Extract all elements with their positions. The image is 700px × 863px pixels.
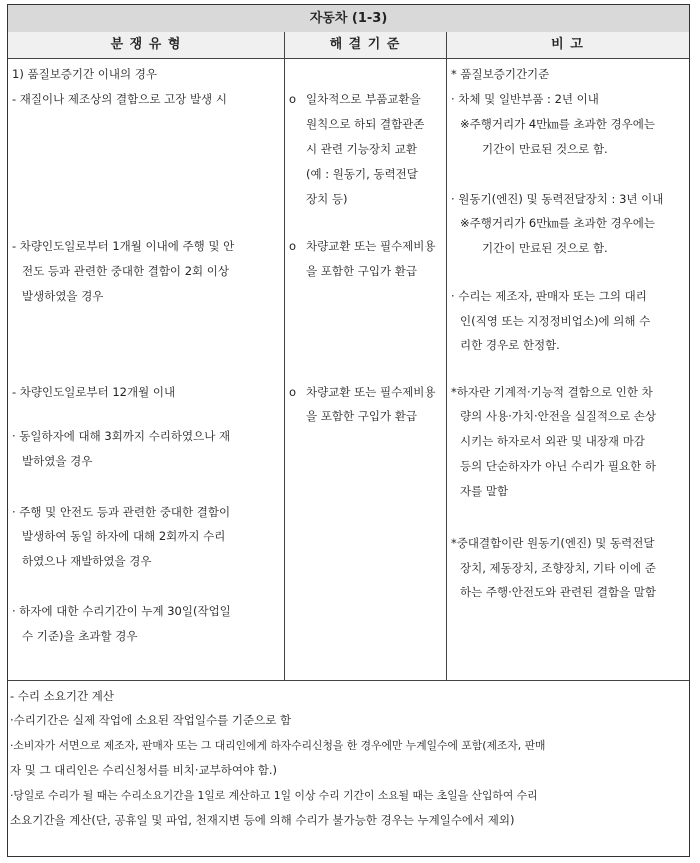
remark-heading: * 품질보증기간기준 (451, 67, 550, 81)
footer-heading: - 수리 소요기간 계산 (10, 689, 114, 703)
remark-text: 하는 주행·안전도와 관련된 결함을 말함 (460, 585, 657, 599)
remark-note: ※주행거리가 4만㎞를 초과한 경우에는 (460, 117, 655, 131)
criteria-text: 차량교환 또는 필수제비용 (306, 239, 436, 253)
footer-divider (8, 680, 689, 681)
criteria-text: 을 포함한 구입가 환급 (306, 409, 417, 423)
footer-text: 소요기간을 계산(단, 공휴일 및 파업, 천재지변 등에 의해 수리가 불가능한 경우는 누계일수에서 제외) (10, 813, 515, 827)
remark-text: 량의 사용·가치·안전을 실질적으로 손상 (460, 409, 657, 423)
dispute-item: - 차량인도일로부터 12개월 이내 (12, 385, 176, 399)
dispute-item: - 차량인도일로부터 1개월 이내에 주행 및 안 (12, 239, 235, 253)
footer-text: ·소비자가 서면으로 제조자, 판매자 또는 그 대리인에게 하자수리신청을 한 경우에만 누계일수에 포함(제조자, 판매 (10, 739, 546, 752)
dispute-subitem: · 주행 및 안전도 등과 관련한 중대한 결함이 (12, 505, 231, 519)
criteria-text: 원칙으로 하되 결함관존 (306, 117, 425, 131)
remark-text: 등의 단순하자가 아닌 수리가 필요한 하 (460, 459, 657, 473)
criteria-text: 시 관련 기능장치 교환 (306, 142, 417, 156)
remark-text: 리한 경우로 한정함. (460, 338, 560, 352)
remark-text: 인(직영 또는 지정정비업소)에 의해 수 (460, 314, 651, 328)
header-remarks: 비 고 (446, 32, 689, 59)
dispute-subitem-cont: 수 기준)을 초과할 경우 (22, 629, 138, 643)
bullet: o (289, 92, 297, 106)
remark-text: *하자란 기계적·기능적 결함으로 인한 차 (451, 385, 653, 399)
criteria-text: 차량교환 또는 필수제비용 (306, 385, 436, 399)
column-divider (446, 32, 447, 680)
criteria-text: (예 : 원동기, 동력전달 (306, 167, 418, 181)
dispute-subitem-cont: 하였으나 재발하였을 경우 (22, 554, 152, 568)
criteria-text: 을 포함한 구입가 환급 (306, 264, 417, 278)
remark-text: · 수리는 제조자, 판매자 또는 그의 대리 (451, 289, 647, 303)
footer-text: ·당일로 수리가 될 때는 수리소요기간을 1일로 계산하고 1일 이상 수리 기간이 소요될 때는 초일을 산입하여 수리 (10, 789, 538, 802)
remark-text: *중대결함이란 원동기(엔진) 및 동력전달 (451, 536, 655, 550)
remark-text: 자를 말함 (460, 484, 509, 498)
remark-note: 기간이 만료된 것으로 함. (482, 241, 608, 255)
criteria-text: 일차적으로 부품교환을 (306, 92, 421, 106)
remark-note: 기간이 만료된 것으로 함. (482, 142, 608, 156)
dispute-table (7, 4, 690, 857)
dispute-item-cont: 발생하였을 경우 (22, 289, 104, 303)
column-divider (284, 32, 285, 680)
dispute-subitem-cont: 발하였을 경우 (22, 454, 93, 468)
dispute-subitem: · 하자에 대한 수리기간이 누계 30일(작업일 (12, 604, 231, 618)
remark-text: 장치, 제동장치, 조향장치, 기타 이에 준 (460, 561, 656, 575)
bullet: o (289, 239, 297, 253)
header-dispute-type: 분 쟁 유 형 (8, 32, 284, 59)
dispute-heading: 1) 품질보증기간 이내의 경우 (12, 67, 157, 81)
footer-text: ·수리기간은 실제 작업에 소요된 작업일수를 기준으로 함 (10, 713, 292, 727)
remark-text: · 차체 및 일반부품 : 2년 이내 (451, 92, 599, 106)
remark-note: ※주행거리가 6만㎞를 초과한 경우에는 (460, 216, 655, 230)
bullet: o (289, 385, 297, 399)
remark-text: · 원동기(엔진) 및 동력전달장치 : 3년 이내 (451, 192, 664, 206)
remark-text: 시키는 하자로서 외관 및 내장재 마감 (460, 434, 645, 448)
dispute-item-cont: 전도 등과 관련한 중대한 결함이 2회 이상 (22, 264, 229, 278)
dispute-item: - 재질이나 제조상의 결함으로 고장 발생 시 (12, 92, 227, 106)
criteria-text: 장치 등) (306, 192, 348, 206)
dispute-subitem: · 동일하자에 대해 3회까지 수리하였으나 재 (12, 429, 231, 443)
dispute-subitem-cont: 발생하여 동일 하자에 대해 2회까지 수리 (22, 529, 226, 543)
table-title: 자동차 (1-3) (8, 5, 689, 33)
header-resolution-criteria: 해 결 기 준 (284, 32, 446, 59)
footer-text: 자 및 그 대리인은 수리신청서를 비치·교부하여야 함.) (10, 763, 278, 777)
